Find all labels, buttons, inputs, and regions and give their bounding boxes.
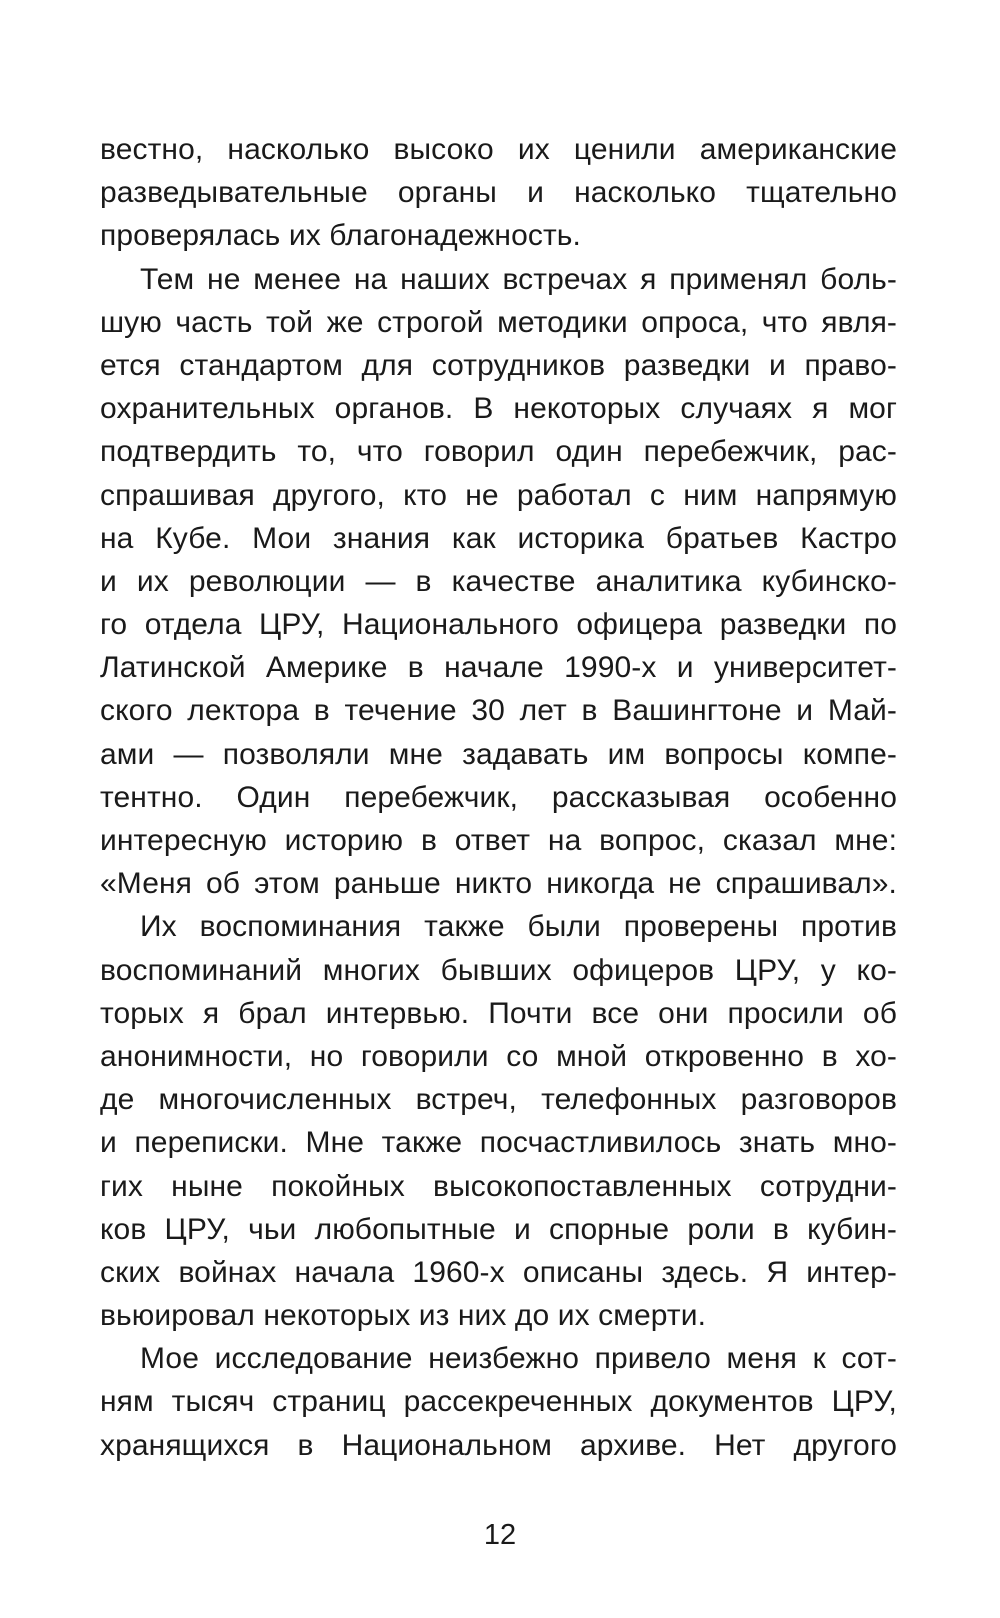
text-line: охранительных органов. В некоторых случаях я мог: [100, 392, 897, 426]
text-line: ских войнах начала 1960-х описаны здесь. Я интер-: [100, 1255, 897, 1289]
text-line: и переписки. Мне также посчастливилось знать мно-: [100, 1126, 897, 1160]
text-line: ням тысяч страниц рассекреченных документов ЦРУ,: [100, 1385, 897, 1419]
text-line: Латинской Америке в начале 1990-х и университет-: [100, 651, 897, 685]
text-line: гих ныне покойных высокопоставленных сотрудни-: [100, 1169, 897, 1203]
text-line: тентно. Один перебежчик, рассказывая особенно: [100, 780, 897, 814]
text-line: Тем не менее на наших встречах я применял боль-: [140, 262, 897, 296]
text-line: шую часть той же строгой методики опроса, что явля-: [100, 305, 897, 339]
text-line: Мое исследование неизбежно привело меня к сот-: [140, 1342, 897, 1376]
text-line: вьюировал некоторых из них до их смерти.: [100, 1299, 707, 1333]
text-line: проверялась их благонадежность.: [100, 219, 581, 253]
text-line: де многочисленных встреч, телефонных разговоров: [100, 1083, 897, 1117]
text-line: вестно, насколько высоко их ценили американские: [100, 133, 897, 166]
text-line: ков ЦРУ, чьи любопытные и спорные роли в кубин-: [100, 1212, 897, 1246]
body-text: [100, 128, 897, 1467]
text-line: и их революции — в качестве аналитика кубинско-: [100, 564, 897, 598]
text-line: ами — позволяли мне задавать им вопросы компе-: [100, 737, 897, 771]
text-line: го отдела ЦРУ, Национального офицера разведки по: [100, 608, 897, 642]
text-line: воспоминаний многих бывших офицеров ЦРУ, у ко-: [100, 953, 897, 987]
text-line: анонимности, но говорили со мной откровенно в хо-: [100, 1039, 897, 1073]
text-line: на Кубе. Мои знания как историка братьев Кастро: [100, 521, 897, 555]
text-line: Их воспоминания также были проверены против: [140, 910, 897, 944]
text-line: спрашивая другого, кто не работал с ним напрямую: [100, 478, 897, 512]
page-number: 12: [483, 1519, 517, 1551]
text-line: разведывательные органы и насколько тщательно: [100, 176, 897, 210]
text-line: «Меня об этом раньше никто никогда не спрашивал».: [100, 867, 897, 901]
text-line: ется стандартом для сотрудников разведки и право-: [100, 348, 897, 382]
text-line: хранящихся в Национальном архиве. Нет другого: [100, 1428, 897, 1462]
text-line: ского лектора в течение 30 лет в Вашингтоне и Май-: [100, 694, 897, 728]
text-line: торых я брал интервью. Почти все они просили об: [100, 996, 897, 1030]
text-line: подтвердить то, что говорил один перебежчик, рас-: [100, 435, 897, 469]
text-line: интересную историю в ответ на вопрос, сказал мне:: [100, 824, 897, 857]
